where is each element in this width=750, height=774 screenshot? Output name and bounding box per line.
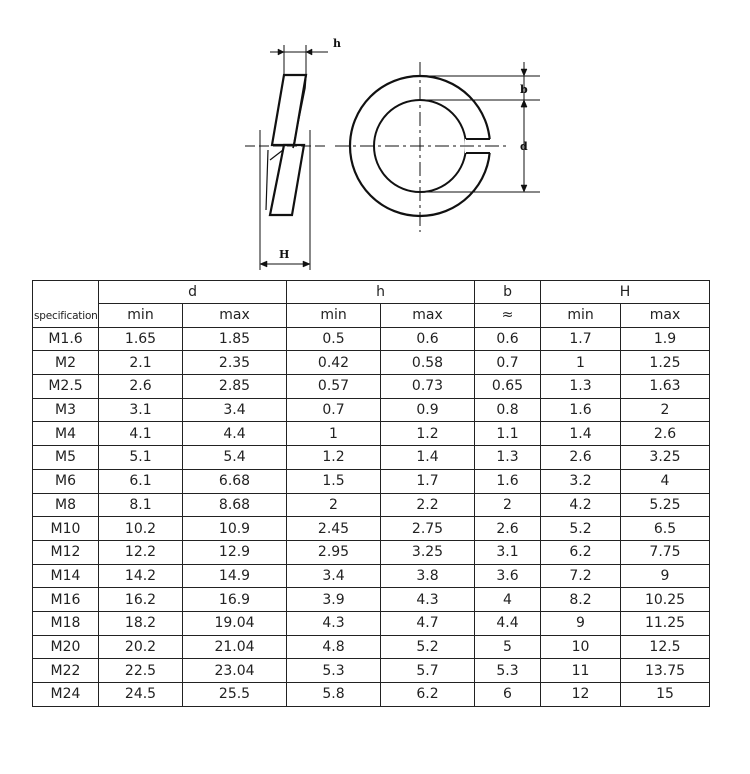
table-cell: 14.9 xyxy=(183,564,287,588)
table-cell: 11 xyxy=(541,659,621,683)
table-row xyxy=(33,635,710,659)
subheader-H-max: max xyxy=(621,304,710,328)
table-cell: 2.2 xyxy=(381,493,475,517)
row-spec-label: M12 xyxy=(33,540,99,564)
table-cell: 1.25 xyxy=(621,351,710,375)
table-cell: 1.2 xyxy=(381,422,475,446)
table-cell: 0.42 xyxy=(287,351,381,375)
table-row xyxy=(33,493,710,517)
table-cell: 10.9 xyxy=(183,517,287,541)
table-cell: 0.6 xyxy=(381,327,475,351)
table-cell: 2 xyxy=(287,493,381,517)
table-cell: 18.2 xyxy=(99,611,183,635)
row-spec-label: M8 xyxy=(33,493,99,517)
group-header-row xyxy=(33,281,710,304)
table-cell: 2.6 xyxy=(99,375,183,399)
table-cell: 2.1 xyxy=(99,351,183,375)
table-cell: 10.2 xyxy=(99,517,183,541)
group-header-b: b xyxy=(475,281,541,304)
table-cell: 2 xyxy=(621,398,710,422)
group-header-h: h xyxy=(287,281,475,304)
table-row xyxy=(33,659,710,683)
table-row xyxy=(33,422,710,446)
table-cell: 1.85 xyxy=(183,327,287,351)
table-cell: 1.4 xyxy=(541,422,621,446)
table-cell: 6.1 xyxy=(99,469,183,493)
table-cell: 2.85 xyxy=(183,375,287,399)
table-cell: 0.9 xyxy=(381,398,475,422)
table-cell: 1.6 xyxy=(475,469,541,493)
table-cell: 3.1 xyxy=(475,540,541,564)
row-spec-label: M16 xyxy=(33,588,99,612)
table-cell: 10 xyxy=(541,635,621,659)
table-cell: 3.8 xyxy=(381,564,475,588)
table-row xyxy=(33,564,710,588)
table-cell: 2.6 xyxy=(541,446,621,470)
table-cell: 20.2 xyxy=(99,635,183,659)
side-view xyxy=(245,45,328,270)
table-cell: 1.3 xyxy=(541,375,621,399)
group-header-H: H xyxy=(541,281,710,304)
table-cell: 1.63 xyxy=(621,375,710,399)
dimension-label-H: H xyxy=(279,248,290,261)
table-cell: 19.04 xyxy=(183,611,287,635)
table-row xyxy=(33,398,710,422)
table-cell: 3.6 xyxy=(475,564,541,588)
table-cell: 1.65 xyxy=(99,327,183,351)
table-row xyxy=(33,540,710,564)
subheader-h-max: max xyxy=(381,304,475,328)
row-spec-label: M3 xyxy=(33,398,99,422)
table-cell: 16.9 xyxy=(183,588,287,612)
table-cell: 13.75 xyxy=(621,659,710,683)
table-cell: 3.25 xyxy=(621,446,710,470)
table-cell: 5.2 xyxy=(381,635,475,659)
subheader-b-approx: ≈ xyxy=(475,304,541,328)
table-cell: 4.4 xyxy=(183,422,287,446)
table-cell: 8.68 xyxy=(183,493,287,517)
table-cell: 2.95 xyxy=(287,540,381,564)
table-cell: 0.7 xyxy=(287,398,381,422)
subheader-row xyxy=(33,304,710,328)
table-cell: 12.2 xyxy=(99,540,183,564)
table-cell: 3.9 xyxy=(287,588,381,612)
row-spec-label: M18 xyxy=(33,611,99,635)
table-cell: 1.4 xyxy=(381,446,475,470)
table-cell: 12 xyxy=(541,683,621,707)
table-cell: 4.8 xyxy=(287,635,381,659)
table-cell: 9 xyxy=(541,611,621,635)
table-cell: 1.1 xyxy=(475,422,541,446)
table-row xyxy=(33,517,710,541)
row-spec-label: M4 xyxy=(33,422,99,446)
table-cell: 14.2 xyxy=(99,564,183,588)
table-cell: 2.6 xyxy=(475,517,541,541)
table-cell: 2.75 xyxy=(381,517,475,541)
row-spec-label: M1.6 xyxy=(33,327,99,351)
table-cell: 4.7 xyxy=(381,611,475,635)
table-cell: 3.4 xyxy=(183,398,287,422)
table-cell: 5.2 xyxy=(541,517,621,541)
table-cell: 2.35 xyxy=(183,351,287,375)
table-cell: 4.1 xyxy=(99,422,183,446)
table-cell: 2 xyxy=(475,493,541,517)
table-cell: 25.5 xyxy=(183,683,287,707)
table-cell: 5.3 xyxy=(475,659,541,683)
row-spec-label: M14 xyxy=(33,564,99,588)
table-cell: 1 xyxy=(541,351,621,375)
table-row xyxy=(33,611,710,635)
table-cell: 7.2 xyxy=(541,564,621,588)
table-cell: 5.8 xyxy=(287,683,381,707)
table-cell: 0.57 xyxy=(287,375,381,399)
row-spec-label: M24 xyxy=(33,683,99,707)
table-cell: 4.3 xyxy=(381,588,475,612)
row-spec-label: M6 xyxy=(33,469,99,493)
table-cell: 22.5 xyxy=(99,659,183,683)
table-cell: 4.3 xyxy=(287,611,381,635)
table-cell: 0.5 xyxy=(287,327,381,351)
front-view xyxy=(335,62,540,232)
table-cell: 11.25 xyxy=(621,611,710,635)
table-cell: 3.4 xyxy=(287,564,381,588)
specification-header: specification xyxy=(33,281,99,328)
table-cell: 9 xyxy=(621,564,710,588)
subheader-d-max: max xyxy=(183,304,287,328)
table-cell: 7.75 xyxy=(621,540,710,564)
table-row xyxy=(33,351,710,375)
table-cell: 5.7 xyxy=(381,659,475,683)
table-cell: 21.04 xyxy=(183,635,287,659)
table-cell: 1.7 xyxy=(541,327,621,351)
table-cell: 0.8 xyxy=(475,398,541,422)
table-cell: 1.3 xyxy=(475,446,541,470)
table-cell: 3.2 xyxy=(541,469,621,493)
table-cell: 1.5 xyxy=(287,469,381,493)
table-row xyxy=(33,375,710,399)
table-cell: 8.1 xyxy=(99,493,183,517)
table-cell: 23.04 xyxy=(183,659,287,683)
subheader-d-min: min xyxy=(99,304,183,328)
table-cell: 4 xyxy=(621,469,710,493)
table-cell: 0.73 xyxy=(381,375,475,399)
table-row xyxy=(33,469,710,493)
table-cell: 6 xyxy=(475,683,541,707)
table-cell: 5 xyxy=(475,635,541,659)
table-cell: 12.5 xyxy=(621,635,710,659)
table-cell: 10.25 xyxy=(621,588,710,612)
table-cell: 0.58 xyxy=(381,351,475,375)
table-cell: 6.5 xyxy=(621,517,710,541)
table-row xyxy=(33,588,710,612)
table-cell: 15 xyxy=(621,683,710,707)
table-cell: 4.2 xyxy=(541,493,621,517)
table-cell: 1.7 xyxy=(381,469,475,493)
table-cell: 6.68 xyxy=(183,469,287,493)
table-cell: 6.2 xyxy=(381,683,475,707)
table-cell: 16.2 xyxy=(99,588,183,612)
table-cell: 1.6 xyxy=(541,398,621,422)
table-cell: 0.6 xyxy=(475,327,541,351)
row-spec-label: M20 xyxy=(33,635,99,659)
table-row xyxy=(33,683,710,707)
dimension-label-h: h xyxy=(333,37,341,50)
row-spec-label: M5 xyxy=(33,446,99,470)
table-cell: 0.7 xyxy=(475,351,541,375)
table-cell: 2.45 xyxy=(287,517,381,541)
table-cell: 8.2 xyxy=(541,588,621,612)
subheader-H-min: min xyxy=(541,304,621,328)
row-spec-label: M10 xyxy=(33,517,99,541)
table-row xyxy=(33,327,710,351)
table-cell: 5.25 xyxy=(621,493,710,517)
table-cell: 3.25 xyxy=(381,540,475,564)
dimension-label-b: b xyxy=(520,83,528,96)
spec-table xyxy=(32,280,710,707)
subheader-h-min: min xyxy=(287,304,381,328)
table-cell: 5.1 xyxy=(99,446,183,470)
table-cell: 1.9 xyxy=(621,327,710,351)
row-spec-label: M22 xyxy=(33,659,99,683)
table-cell: 5.3 xyxy=(287,659,381,683)
table-cell: 12.9 xyxy=(183,540,287,564)
table-cell: 24.5 xyxy=(99,683,183,707)
dimension-label-d: d xyxy=(520,140,528,153)
group-header-d: d xyxy=(99,281,287,304)
spring-washer-drawing xyxy=(0,0,750,280)
table-cell: 1.2 xyxy=(287,446,381,470)
row-spec-label: M2.5 xyxy=(33,375,99,399)
row-spec-label: M2 xyxy=(33,351,99,375)
table-cell: 0.65 xyxy=(475,375,541,399)
table-cell: 3.1 xyxy=(99,398,183,422)
table-cell: 1 xyxy=(287,422,381,446)
table-row xyxy=(33,446,710,470)
table-cell: 6.2 xyxy=(541,540,621,564)
table-cell: 4 xyxy=(475,588,541,612)
table-cell: 2.6 xyxy=(621,422,710,446)
table-cell: 5.4 xyxy=(183,446,287,470)
table-cell: 4.4 xyxy=(475,611,541,635)
